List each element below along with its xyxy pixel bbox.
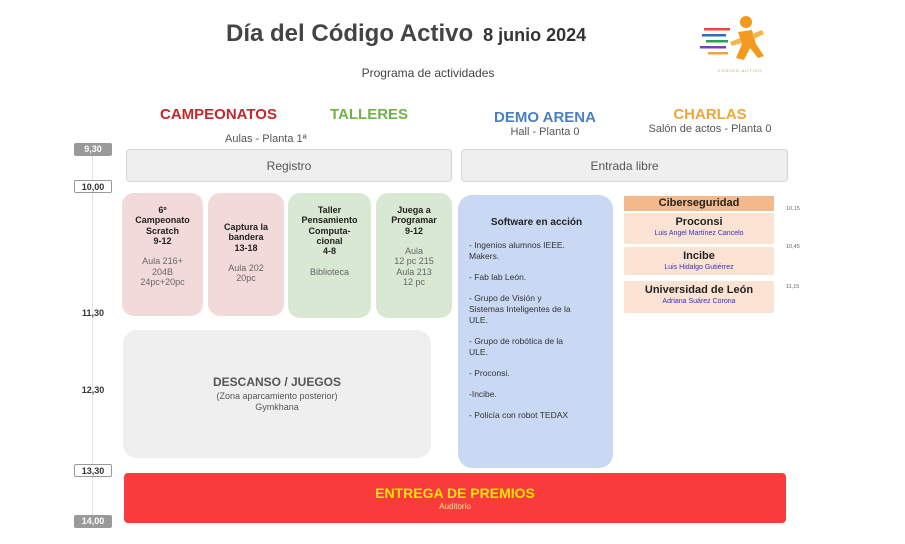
card-title: Juega a Programar 9-12 bbox=[391, 205, 437, 236]
descanso-title: DESCANSO / JUEGOS bbox=[212, 375, 342, 390]
page-title bbox=[226, 20, 586, 48]
descanso-block bbox=[123, 330, 431, 458]
time-label-1400: 14,00 bbox=[74, 515, 112, 528]
charla-time: 11,15 bbox=[786, 284, 800, 290]
category-charlas bbox=[635, 106, 785, 123]
card-title: Taller Pensamiento Computa- cional 4-8 bbox=[301, 205, 358, 257]
charla-time: 10,45 bbox=[786, 244, 800, 250]
charla-speaker: Luis Hidalgo Gutiérrez bbox=[664, 264, 734, 271]
charla-proconsi bbox=[624, 213, 774, 244]
charlas-header: Ciberseguridad bbox=[624, 196, 774, 211]
card-title: 6º Campeonato Scratch 9-12 bbox=[135, 205, 190, 247]
premios-location: Auditorio bbox=[439, 502, 471, 511]
time-label-1130: 11,30 bbox=[81, 308, 105, 318]
time-label-1230: 12,30 bbox=[81, 385, 105, 395]
category-charlas-label: CHARLAS bbox=[673, 106, 747, 123]
registro-bar: Registro bbox=[126, 149, 452, 182]
card-juega-programar bbox=[376, 193, 452, 318]
list-item: - Grupo de robótica de la ULE. bbox=[469, 336, 564, 358]
premios-title: ENTREGA DE PREMIOS bbox=[375, 485, 535, 501]
card-location: Aula 12 pc 215 Aula 213 12 pc bbox=[394, 246, 434, 288]
category-campeonatos-label: CAMPEONATOS bbox=[160, 106, 277, 123]
demo-location: Hall - Planta 0 bbox=[510, 126, 580, 138]
category-campeonatos bbox=[160, 106, 277, 123]
list-item: - Policía con robot TEDAX bbox=[469, 410, 569, 421]
charla-time: 10,15 bbox=[786, 206, 800, 212]
event-date: 8 junio 2024 bbox=[483, 25, 587, 45]
event-title: Día del Código Activo bbox=[226, 20, 474, 47]
descanso-location: (Zona aparcamiento posterior) Gymkhana bbox=[216, 391, 338, 412]
demo-list bbox=[469, 240, 604, 422]
list-item: - Fab lab León. bbox=[469, 272, 527, 283]
logo-caption: CÓDIGO ACTIVO bbox=[717, 68, 763, 73]
card-captura-bandera bbox=[208, 193, 284, 316]
charla-universidad-leon bbox=[624, 281, 774, 313]
list-item: - Ingenios alumnos IEEE. Makers. bbox=[469, 240, 565, 262]
charlas-location: Salón de actos - Planta 0 bbox=[648, 123, 772, 135]
card-location: Biblioteca bbox=[309, 266, 350, 277]
time-label-930: 9,30 bbox=[74, 143, 112, 156]
category-talleres-label: TALLERES bbox=[330, 106, 409, 123]
list-item: -Incibe. bbox=[469, 389, 497, 400]
card-location: Aula 216+ 204B 24pc+20pc bbox=[140, 256, 185, 288]
runner-logo-icon bbox=[700, 12, 780, 76]
card-taller-pensamiento bbox=[288, 193, 371, 318]
charla-speaker: Luis Angel Martínez Cancelo bbox=[654, 230, 744, 237]
list-item: - Grupo de Visión y Sistemas Inteligentes de la ULE. bbox=[469, 293, 571, 326]
list-item: - Proconsi. bbox=[469, 368, 510, 379]
charla-name: Universidad de León bbox=[644, 284, 754, 296]
category-demo bbox=[470, 109, 620, 126]
card-location: Aula 202 20pc bbox=[228, 263, 264, 284]
time-label-1000: 10,00 bbox=[74, 180, 112, 193]
premios-block bbox=[124, 473, 786, 523]
charla-speaker: Adriana Suárez Corona bbox=[662, 298, 736, 305]
entrada-libre-bar: Entrada libre bbox=[461, 149, 788, 182]
card-campeonato-scratch bbox=[122, 193, 203, 316]
charla-name: Proconsi bbox=[675, 216, 723, 228]
charla-name: Incibe bbox=[683, 250, 715, 262]
card-title: Captura la bandera 13-18 bbox=[223, 222, 268, 253]
logo bbox=[700, 12, 780, 76]
demo-title: Software en acción bbox=[490, 217, 583, 228]
category-talleres bbox=[330, 106, 408, 123]
page-subtitle: Programa de actividades bbox=[361, 66, 495, 80]
demo-arena-block bbox=[458, 195, 613, 468]
charla-incibe bbox=[624, 247, 774, 275]
category-demo-label: DEMO ARENA bbox=[494, 109, 596, 126]
time-label-1330: 13,30 bbox=[74, 464, 112, 477]
aulas-location: Aulas - Planta 1ª bbox=[225, 133, 307, 145]
